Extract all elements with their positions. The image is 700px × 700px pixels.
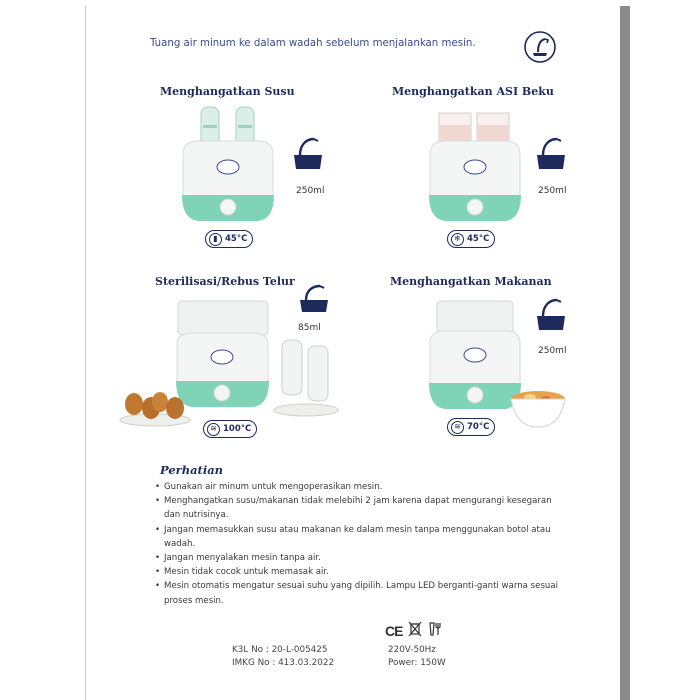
list-item: • Menghangatkan susu/makanan tidak melebihi 2 jam karena dapat mengurangi kesegaran dan nutrisinya. (155, 494, 565, 522)
water-volume-label: 85ml (298, 323, 321, 333)
list-item: • Gunakan air minum untuk mengoperasikan mesin. (155, 480, 565, 494)
pour-water-icon (523, 30, 557, 68)
temperature-badge: ❄ 45°C (447, 230, 495, 248)
water-level-icon (533, 296, 569, 340)
mode-title-sterilize-boil-eggs: Sterilisasi/Rebus Telur (155, 275, 295, 288)
intro-instruction: Tuang air minum ke dalam wadah sebelum menjalankan mesin. (150, 38, 476, 49)
water-level-icon (533, 135, 569, 179)
water-level-icon (296, 282, 332, 322)
voltage-rating: 220V-50Hz (388, 645, 436, 655)
steam-icon: ≋ (207, 423, 220, 436)
water-volume-label: 250ml (538, 346, 567, 356)
bottle-icon: ▮ (209, 233, 222, 246)
notes-list (155, 480, 565, 608)
food-bowl-image (508, 385, 568, 434)
warmer-machine-with-milk-bags (425, 105, 525, 234)
steam-icon: ≋ (451, 421, 464, 434)
ce-mark-icon: CE (385, 623, 403, 639)
food-safe-icon (428, 621, 444, 641)
mode-title-warm-frozen-breastmilk: Menghangatkan ASI Beku (392, 85, 554, 98)
water-volume-label: 250ml (538, 186, 567, 196)
water-volume-label: 250ml (296, 186, 325, 196)
k3l-number: K3L No : 20-L-005425 (232, 645, 328, 655)
imkg-number: IMKG No : 413.03.2022 (232, 658, 335, 668)
page-right-border (620, 6, 630, 700)
temperature-badge: ▮ 45°C (205, 230, 253, 248)
list-item: • Jangan memasukkan susu atau makanan ke dalam mesin tanpa menggunakan botol atau wadah. (155, 523, 565, 551)
weee-bin-icon (408, 621, 422, 641)
certification-marks (385, 621, 444, 641)
mode-title-warm-milk: Menghangatkan Susu (160, 85, 295, 98)
temperature-badge: ≋ 70°C (447, 418, 495, 436)
water-level-icon (290, 135, 326, 179)
sterilizer-rack-image (272, 338, 342, 422)
list-item: • Mesin tidak cocok untuk memasak air. (155, 565, 565, 579)
mode-title-warm-food: Menghangatkan Makanan (390, 275, 552, 288)
list-item: • Jangan menyalakan mesin tanpa air. (155, 551, 565, 565)
list-item: • Mesin otomatis mengatur sesuai suhu yang dipilih. Lampu LED berganti-ganti warna sesuai proses mesin. (155, 579, 565, 607)
eggs-tray-image (118, 388, 193, 432)
frozen-milk-icon: ❄ (451, 233, 464, 246)
temperature-badge: ≋ 100°C (203, 420, 257, 438)
power-rating: Power: 150W (388, 658, 446, 668)
warmer-machine-with-bottles (178, 105, 278, 234)
notes-heading: Perhatian (160, 463, 224, 477)
